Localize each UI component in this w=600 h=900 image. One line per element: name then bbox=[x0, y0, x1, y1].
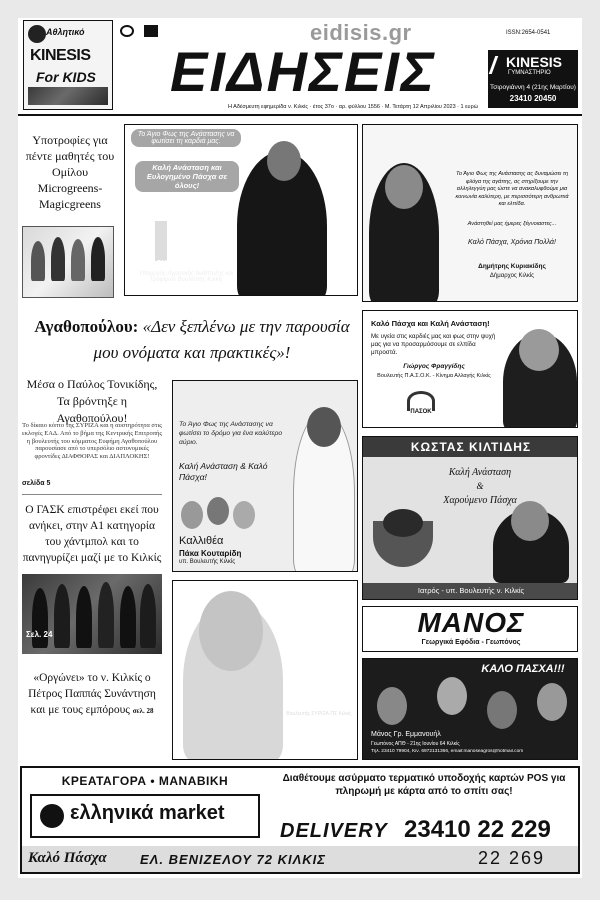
left-ad-line-1: Αθλητικό bbox=[46, 27, 85, 37]
kiltidis-wish-1: Καλή Ανάσταση bbox=[448, 467, 512, 478]
story-scholarships-photo bbox=[22, 226, 114, 298]
ad-manos[interactable] bbox=[362, 606, 578, 652]
koutaridi-text: Το Άγιο Φως της Ανάστασης να φωτίσει το δρόμο για ένα καλύτερο αύριο. bbox=[179, 421, 283, 446]
story-pappas[interactable] bbox=[22, 670, 162, 719]
market-top-left: ΚΡΕΑΤΑΓΟΡΑ • ΜΑΝΑΒΙΚΗ bbox=[61, 774, 229, 788]
runner-icon bbox=[489, 56, 506, 74]
kyriakidis-text: Το Άγιο Φως της Ανάστασης ας δυναμώσει τη φλόγα της αγάπης, ας στηρίξουμε την αλληλεγγύη μας ώστε να ανακαλυφθούμε μια κοινωνία καλύτερη, με περισσότερη ανθρωπιά και ελπίδα. bbox=[455, 171, 569, 208]
right-ad-line-1: Τσιρογιάννη 4 (21ης Μαρτίου) bbox=[490, 84, 576, 91]
ad-avgoustidou[interactable] bbox=[172, 580, 358, 760]
kyriakidis-name: Δημήτρης Κυριακίδης bbox=[478, 263, 546, 270]
ad-koutaridi[interactable] bbox=[172, 380, 358, 572]
georgantas-bubble-1: Το Άγιο Φως της Ανάστασης να φωτίσει τη καρδιά μας. bbox=[131, 129, 241, 147]
kiltidis-role: Ιατρός - υπ. Βουλευτής ν. Κιλκίς bbox=[363, 583, 578, 599]
market-phone[interactable]: 23410 22 229 bbox=[404, 816, 551, 843]
kyriakidis-wish: Καλό Πάσχα, Χρόνια Πολλά! bbox=[468, 239, 556, 246]
emmanouil-name: Μάνος Γρ. Εμμανουήλ bbox=[371, 731, 441, 738]
story-gask-photo bbox=[22, 574, 162, 654]
left-ad-photo bbox=[28, 87, 108, 105]
headline-quote: «Δεν ξεπλένω με την παρουσία μου ονόματα και πρακτικές»! bbox=[93, 317, 350, 362]
easter-eggs-dark-icon bbox=[377, 677, 577, 727]
issn: ISSN:2654-0541 bbox=[506, 30, 551, 36]
pasok-logo-icon bbox=[407, 391, 435, 411]
manos-sub: Γεωργικά Εφόδια - Γεωπόνος bbox=[421, 639, 521, 646]
right-ad-sub: ΓΥΜΝΑΣΤΗΡΙΟ bbox=[508, 70, 551, 76]
market-delivery: DELIVERY bbox=[280, 820, 388, 842]
market-brand-box bbox=[30, 794, 260, 838]
masthead-small-logos bbox=[120, 24, 164, 38]
story-pappas-ref: σελ. 28 bbox=[132, 707, 154, 715]
column-divider bbox=[22, 494, 162, 495]
ad-ellinika-market[interactable] bbox=[20, 766, 580, 874]
building-logo-icon bbox=[144, 25, 158, 37]
circle-logo-icon bbox=[120, 25, 134, 37]
georgantas-name: Γιώργος Γεωργαντάς bbox=[140, 257, 232, 267]
ad-georgantas[interactable] bbox=[124, 124, 358, 296]
masthead-right-ad[interactable] bbox=[488, 50, 578, 108]
avgoustidou-role: Βουλευτής ΣΥΡΙΖΑ-ΠΣ Κιλκίς bbox=[286, 711, 352, 717]
market-phone-2[interactable]: 22 269 bbox=[478, 848, 546, 868]
story-tonikidis-ref[interactable]: σελίδα 5 bbox=[22, 480, 51, 487]
kyriakidis-text-2: Ανάστηθεί μας ήμερες ξέγνοιαστες... bbox=[467, 221, 557, 227]
fragkidis-name: Γιώργος Φραγγίδης bbox=[403, 363, 465, 370]
ad-emmanouil[interactable] bbox=[362, 658, 578, 760]
ad-kyriakidis[interactable] bbox=[362, 124, 578, 302]
masthead-left-ad[interactable] bbox=[23, 20, 113, 110]
story-pappas-text: «Οργώνει» το ν. Κιλκίς ο Πέτρος Παππάς Συνάντηση και με τους εμπόρους bbox=[28, 672, 156, 716]
koutaridi-name: Πάκα Κουταρίδη bbox=[179, 549, 242, 558]
site-url[interactable]: eidisis.gr bbox=[310, 20, 412, 45]
masthead-subline: Η Αδέσμευτη εφημερίδα ν. Κιλκίς · έτος 37ο · αρ. φύλλου 1556 · Μ. Τετάρτη 12 Απριλίου 2023 · 1 ευρώ bbox=[227, 104, 478, 110]
masthead-divider bbox=[18, 114, 582, 116]
fragkidis-role: Βουλευτής Π.Α.Σ.Ο.Κ. - Κίνημα Αλλαγής Κιλκίς bbox=[377, 373, 491, 379]
newspaper-front-page bbox=[18, 18, 582, 878]
newspaper-title: ΕΙΔΗΣΕΙΣ bbox=[170, 40, 436, 103]
ad-fragkidis[interactable] bbox=[362, 310, 578, 428]
kyriakidis-role: Δήμαρχος Κιλκίς bbox=[489, 273, 535, 279]
fragkidis-text: Με υγεία στις καρδιές μας και φως στην ψυχή μας για να προσαρμόσουμε σε ελπίδα μπροστά. bbox=[371, 333, 496, 357]
market-brand: ελληνικά market bbox=[70, 802, 225, 824]
market-address: ΕΛ. ΒΕΝΙΖΕΛΟΥ 72 ΚΙΛΚΙΣ bbox=[140, 852, 326, 867]
kinesis-logo-icon bbox=[28, 25, 46, 43]
emmanouil-line-1: Γεωπόνος ΑΠΘ - 21ης Ιουνίου 64 Κιλκίς bbox=[371, 741, 460, 747]
candle-icon bbox=[155, 221, 167, 261]
kiltidis-wish-2: & bbox=[476, 481, 484, 491]
market-pos-text: Διαθέτουμε ασύρματο τερματικό υποδοχής καρτών POS για πληρωμή με κάρτα από το σπίτι σας! bbox=[282, 773, 566, 797]
georgantas-bubble-2: Καλή Ανάσταση και Ευλογημένο Πάσχα σε όλους! bbox=[135, 161, 239, 192]
ad-kiltidis[interactable] bbox=[362, 436, 578, 600]
koutaridi-place: Καλλιθέα bbox=[179, 535, 224, 547]
market-logo-icon bbox=[40, 804, 64, 828]
headline-prefix: Αγαθοπούλου: bbox=[34, 317, 139, 336]
avgoustidou-name: ΕΙΡΗΝΗ Ξ. ΑΥΓΟΥΣΤΙΔΟΥ bbox=[285, 701, 353, 707]
main-headline[interactable] bbox=[22, 314, 362, 366]
koutaridi-wish: Καλή Ανάσταση & Καλό Πάσχα! bbox=[179, 461, 268, 483]
left-ad-line-3: For KIDS bbox=[36, 69, 96, 85]
right-ad-brand: KINESIS bbox=[506, 54, 563, 70]
manos-brand: ΜΑΝΟΣ bbox=[417, 607, 525, 638]
emmanouil-wish: ΚΑΛΟ ΠΑΣΧΑ!!! bbox=[481, 663, 565, 675]
story-gask[interactable]: Ο ΓΑΣΚ επιστρέφει εκεί που ανήκει, στην Α1 κατηγορία του χάντμπολ και το πανηγυρίζει μαζί με το Κιλκίς bbox=[22, 504, 162, 564]
left-ad-line-2: KINESIS bbox=[30, 47, 91, 64]
avgoustidou-wish: ΚΑΛΟ ΠΑΣΧΑ bbox=[278, 621, 358, 635]
fragkidis-title: Καλό Πάσχα και Καλή Ανάσταση! bbox=[371, 319, 490, 328]
georgantas-role: Υπουργός Αγροτικής Ανάπτυξης και Τροφίμων Βουλευτής Κιλκίς bbox=[138, 271, 234, 283]
story-scholarships[interactable]: Υποτροφίες για πέντε μαθητές του Ομίλου Microgreens-Magicgreens bbox=[25, 133, 115, 211]
basket-eggs-icon bbox=[373, 521, 433, 567]
kiltidis-name: ΚΩΣΤΑΣ ΚΙΛΤΙΔΗΣ bbox=[363, 437, 578, 457]
right-ad-line-2: 23410 20450 bbox=[509, 94, 557, 103]
story-tonikidis-body: Το δίκαιο κόπτο της ΣΥΡΙΖΑ και η αυστηρότητα στις εκλογές ΕΑΔ. Από το βήμα της Κεντρικής Επιτροπής η βουλευτής του κόμματος Ευφήμη Αγαθοπούλου παρουσίασε από το υπερσόλιο αστυνομικές φροντίδες ΔΙΑΦΘΟΡΑΣ και ΔΙΑΠΛΟΚΗΣ! bbox=[22, 422, 162, 461]
kiltidis-wish-3: Χαρούμενο Πάσχα bbox=[443, 495, 517, 506]
story-tonikidis-title[interactable]: Μέσα ο Παύλος Τονικίδης, Τα βρόντηξε η Αγαθοπούλου! bbox=[26, 377, 158, 425]
easter-eggs-icon bbox=[181, 493, 281, 529]
avgoustidou-top: Αξίζουμε καλύτερη, με ελπίδα για όλους. bbox=[290, 587, 348, 599]
emmanouil-line-2: Τηλ. 23410 79904, Κιν. 6972131366, email:manoseagros@hotmail.com bbox=[371, 749, 524, 754]
market-wish: Καλό Πάσχα bbox=[28, 850, 107, 866]
pasok-logo-text: ΠΑΣΟΚ bbox=[410, 409, 432, 415]
koutaridi-role: υπ. Βουλευτής Κιλκίς bbox=[179, 559, 236, 565]
story-gask-ref[interactable]: Σελ. 24 bbox=[26, 630, 53, 639]
